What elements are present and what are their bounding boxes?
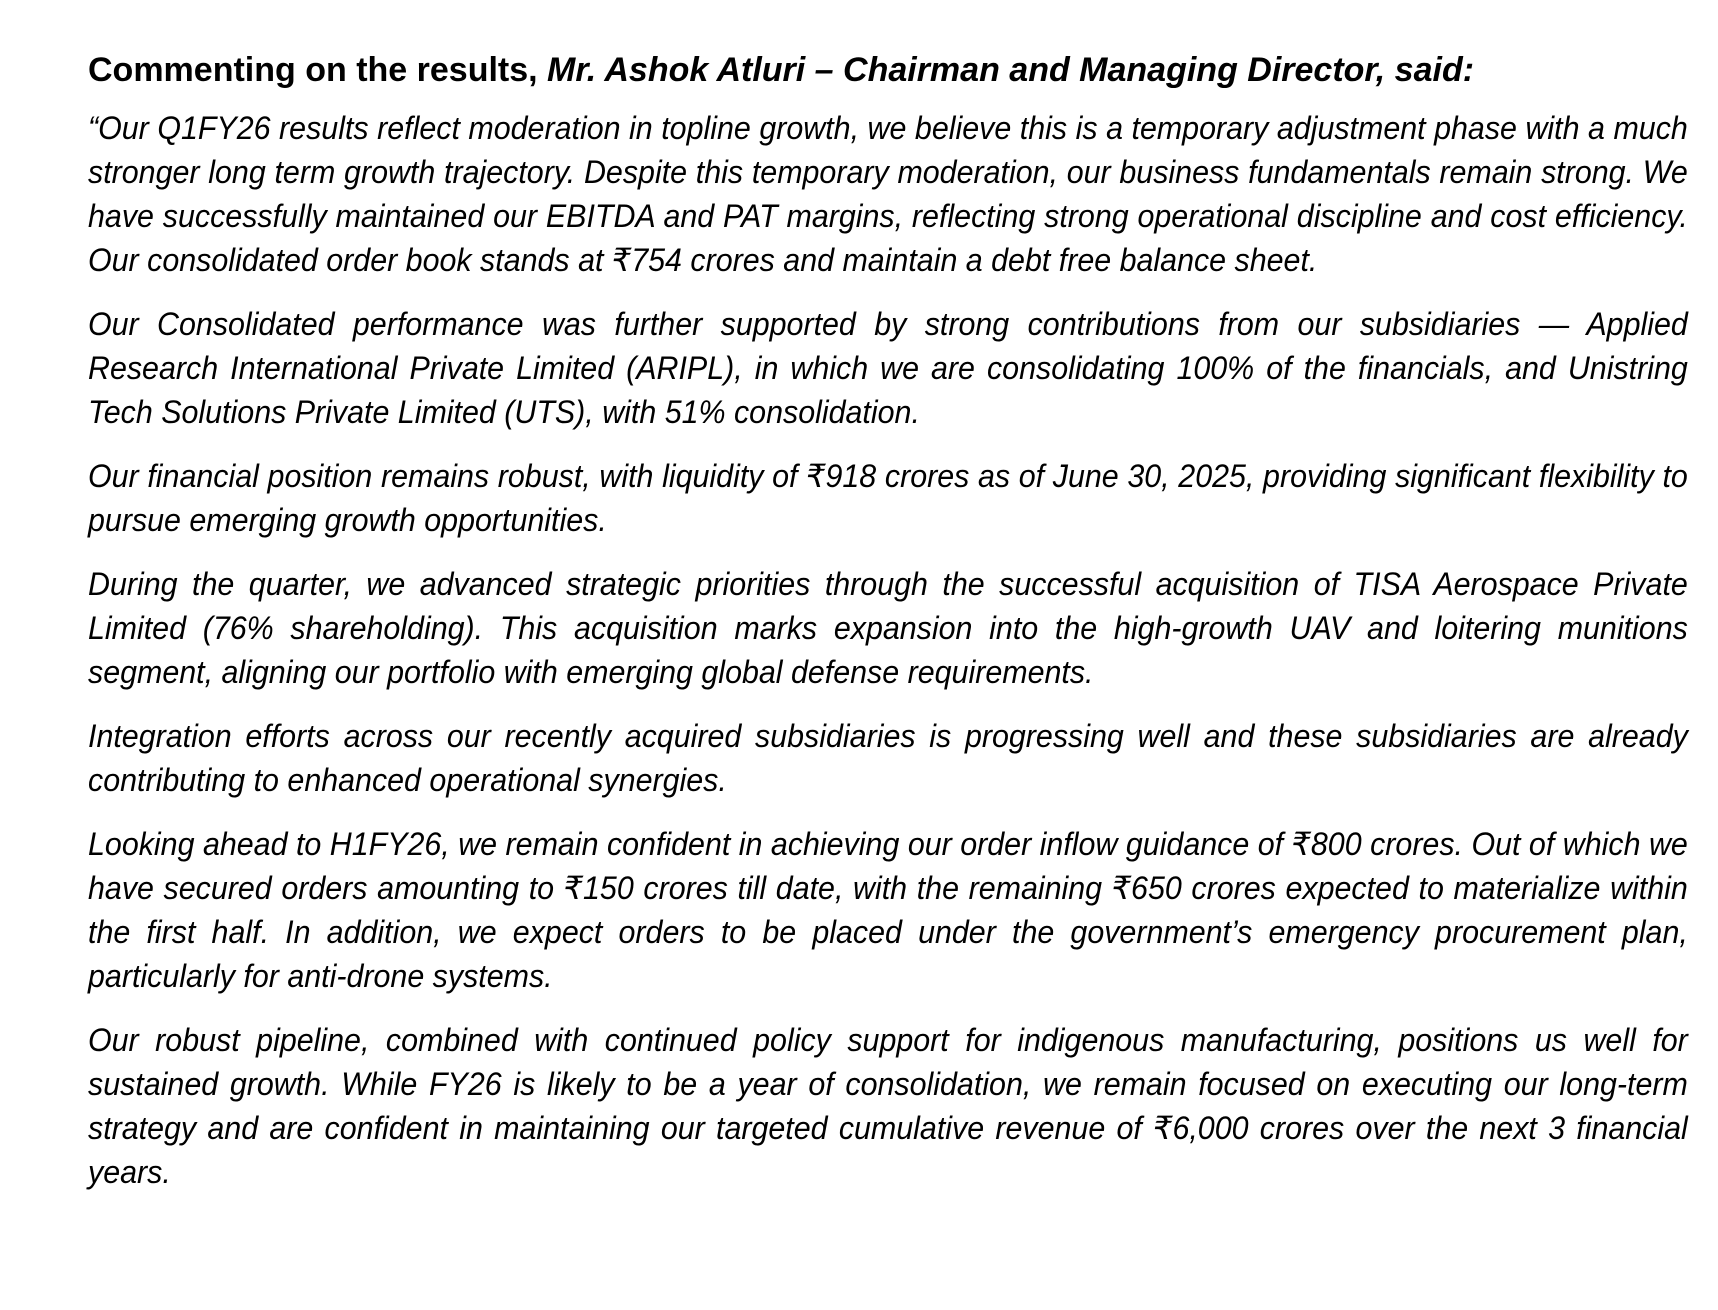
paragraph-growth-strategy: Our robust pipeline, combined with continued policy support for indigenous manufacturing, positions us well for sustained growth. While FY26 is likely to be a year of consolidation, we remain focused on executing our long-term strategy and are confident in maintaining our targeted cumulative revenue of ₹6,000 crores over the next 3 financial years. [88, 1022, 1688, 1191]
heading-speaker-text: Mr. Ashok Atluri – Chairman and Managing Director, said: [547, 51, 1475, 89]
heading-intro-text: Commenting on the results, [88, 51, 548, 89]
section-heading [88, 48, 1688, 92]
paragraph-liquidity: Our financial position remains robust, with liquidity of ₹918 crores as of June 30, 2025, providing significant flexibility to pursue emerging growth opportunities. [88, 458, 1688, 539]
paragraph-integration: Integration efforts across our recently acquired subsidiaries is progressing well and these subsidiaries are already contributing to enhanced operational synergies. [88, 718, 1688, 799]
paragraph-order-outlook: Looking ahead to H1FY26, we remain confident in achieving our order inflow guidance of ₹800 crores. Out of which we have secured orders amounting to ₹150 crores till date, with the remaining ₹650 crores expected to materialize within the first half. In addition, we expect orders to be placed under the government’s emergency procurement plan, particularly for anti-drone systems. [88, 826, 1688, 995]
document-page [88, 48, 1688, 1214]
paragraph-subsidiaries: Our Consolidated performance was further supported by strong contributions from our subsidiaries — Applied Research International Private Limited (ARIPL), in which we are consolidating 100% of the financials, and Unistring Tech Solutions Private Limited (UTS), with 51% consolidation. [88, 306, 1688, 431]
paragraph-acquisition: During the quarter, we advanced strategic priorities through the successful acquisition of TISA Aerospace Private Limited (76% shareholding). This acquisition marks expansion into the high-growth UAV and loitering munitions segment, aligning our portfolio with emerging global defense requirements. [88, 566, 1688, 691]
quote-body [88, 106, 1688, 1194]
paragraph-results-overview: “Our Q1FY26 results reflect moderation in topline growth, we believe this is a temporary adjustment phase with a much stronger long term growth trajectory. Despite this temporary moderation, our business fundamentals remain strong. We have successfully maintained our EBITDA and PAT margins, reflecting strong operational discipline and cost efficiency. Our consolidated order book stands at ₹754 crores and maintain a debt free balance sheet. [88, 110, 1688, 279]
